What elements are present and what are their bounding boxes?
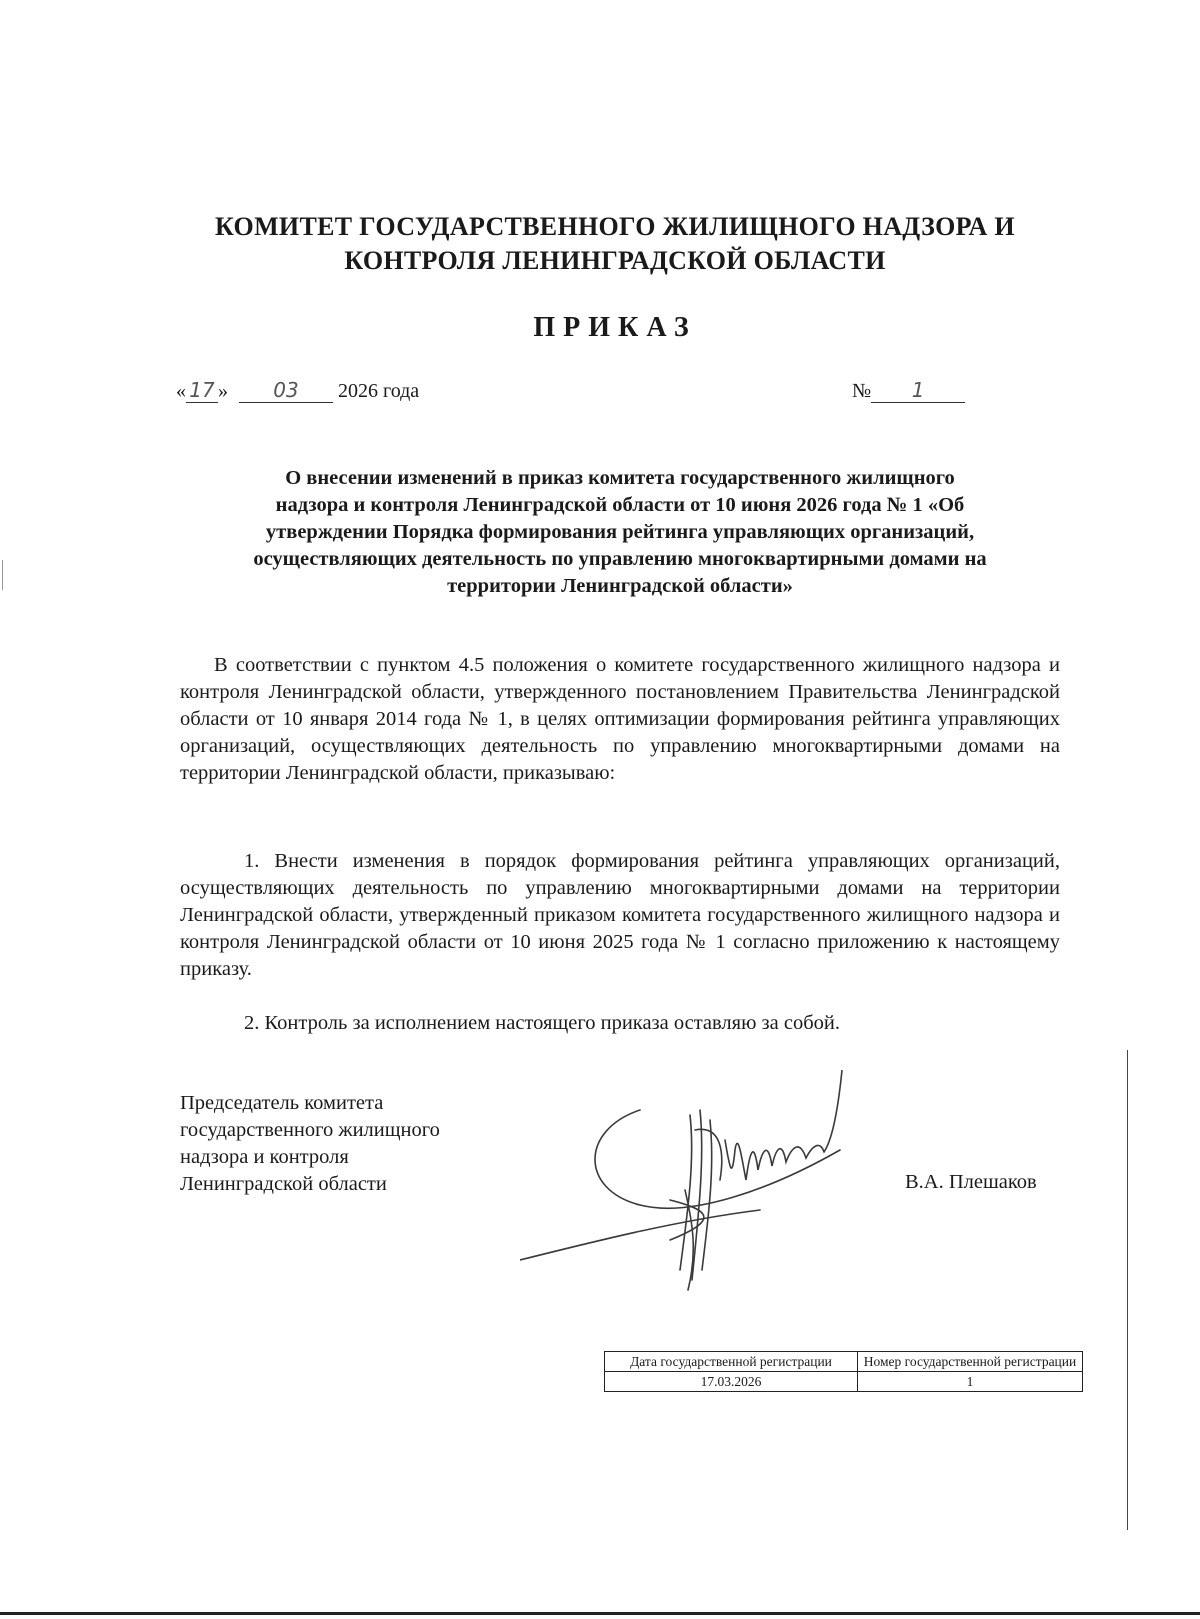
- handwritten-signature: [520, 1070, 880, 1330]
- signatory-name: В.А. Плешаков: [905, 1171, 1037, 1193]
- number-label: №: [852, 380, 872, 402]
- order-item-1: 1. Внести изменения в порядок формирования рейтинга управляющих организаций, осуществляющих деятельность по управлению многоквартирными домами на территории Ленинградской области, утвержденный приказом комитета государственного жилищного надзора и контроля Ленинградской области от 10 июня 2025 года № 1 согласно приложению к настоящему приказу.: [180, 850, 1060, 980]
- organization-title-line1: КОМИТЕТ ГОСУДАРСТВЕННОГО ЖИЛИЩНОГО НАДЗОРА И: [215, 212, 1015, 241]
- subject-line: утверждении Порядка формирования рейтинга управляющих организаций,: [265, 521, 975, 543]
- date-open-quote: «: [176, 380, 186, 402]
- subject-line: осуществляющих деятельность по управлению многоквартирными домами на: [253, 548, 987, 570]
- order-date: [176, 378, 419, 403]
- signatory-title-line: Ленинградской области: [180, 1173, 387, 1195]
- date-year: 2026 года: [338, 380, 420, 402]
- organization-title: [150, 210, 1080, 278]
- preamble-paragraph: В соответствии с пунктом 4.5 положения о комитете государственного жилищного надзора и контроля Ленинградской области, утвержденного постановлением Правительства Ленинградской области от 10 января 2014 года № 1, в целях оптимизации формирования рейтинга управляющих организаций, осуществляющих деятельность по управлению многоквартирными домами на территории Ленинградской области, приказываю:: [180, 654, 1060, 784]
- number-handwritten: 1: [871, 378, 965, 403]
- order-number: [852, 378, 965, 403]
- scan-edge-line: [1127, 1050, 1128, 1530]
- registration-number-value: 1: [858, 1372, 1083, 1392]
- registration-date-value: 17.03.2026: [605, 1372, 858, 1392]
- signatory-title-line: Председатель комитета: [180, 1092, 384, 1114]
- date-close-quote: »: [218, 380, 228, 402]
- table-row: [605, 1352, 1083, 1372]
- registration-number-header: Номер государственной регистрации: [858, 1352, 1083, 1372]
- date-day-handwritten: 17: [186, 378, 218, 403]
- subject-line: надзора и контроля Ленинградской области от 10 июня 2026 года № 1 «Об: [275, 494, 965, 516]
- signatory-title: [180, 1090, 520, 1198]
- registration-date-header: Дата государственной регистрации: [605, 1352, 858, 1372]
- order-item-2: 2. Контроль за исполнением настоящего приказа оставляю за собой.: [244, 1012, 840, 1034]
- order-subject: [180, 465, 1060, 600]
- table-row: [605, 1372, 1083, 1392]
- organization-title-line2: КОНТРОЛЯ ЛЕНИНГРАДСКОЙ ОБЛАСТИ: [344, 246, 886, 275]
- signatory-title-line: надзора и контроля: [180, 1146, 349, 1168]
- signatory-title-line: государственного жилищного: [180, 1119, 440, 1141]
- document-type: ПРИКАЗ: [533, 312, 697, 343]
- subject-line: О внесении изменений в приказ комитета государственного жилищного: [285, 467, 955, 489]
- subject-line: территории Ленинградской области»: [447, 575, 793, 597]
- registration-table: [604, 1351, 1083, 1392]
- scan-bottom-edge: [0, 1612, 1200, 1615]
- scan-left-mark: [2, 560, 3, 590]
- date-month-handwritten: 03: [239, 378, 333, 403]
